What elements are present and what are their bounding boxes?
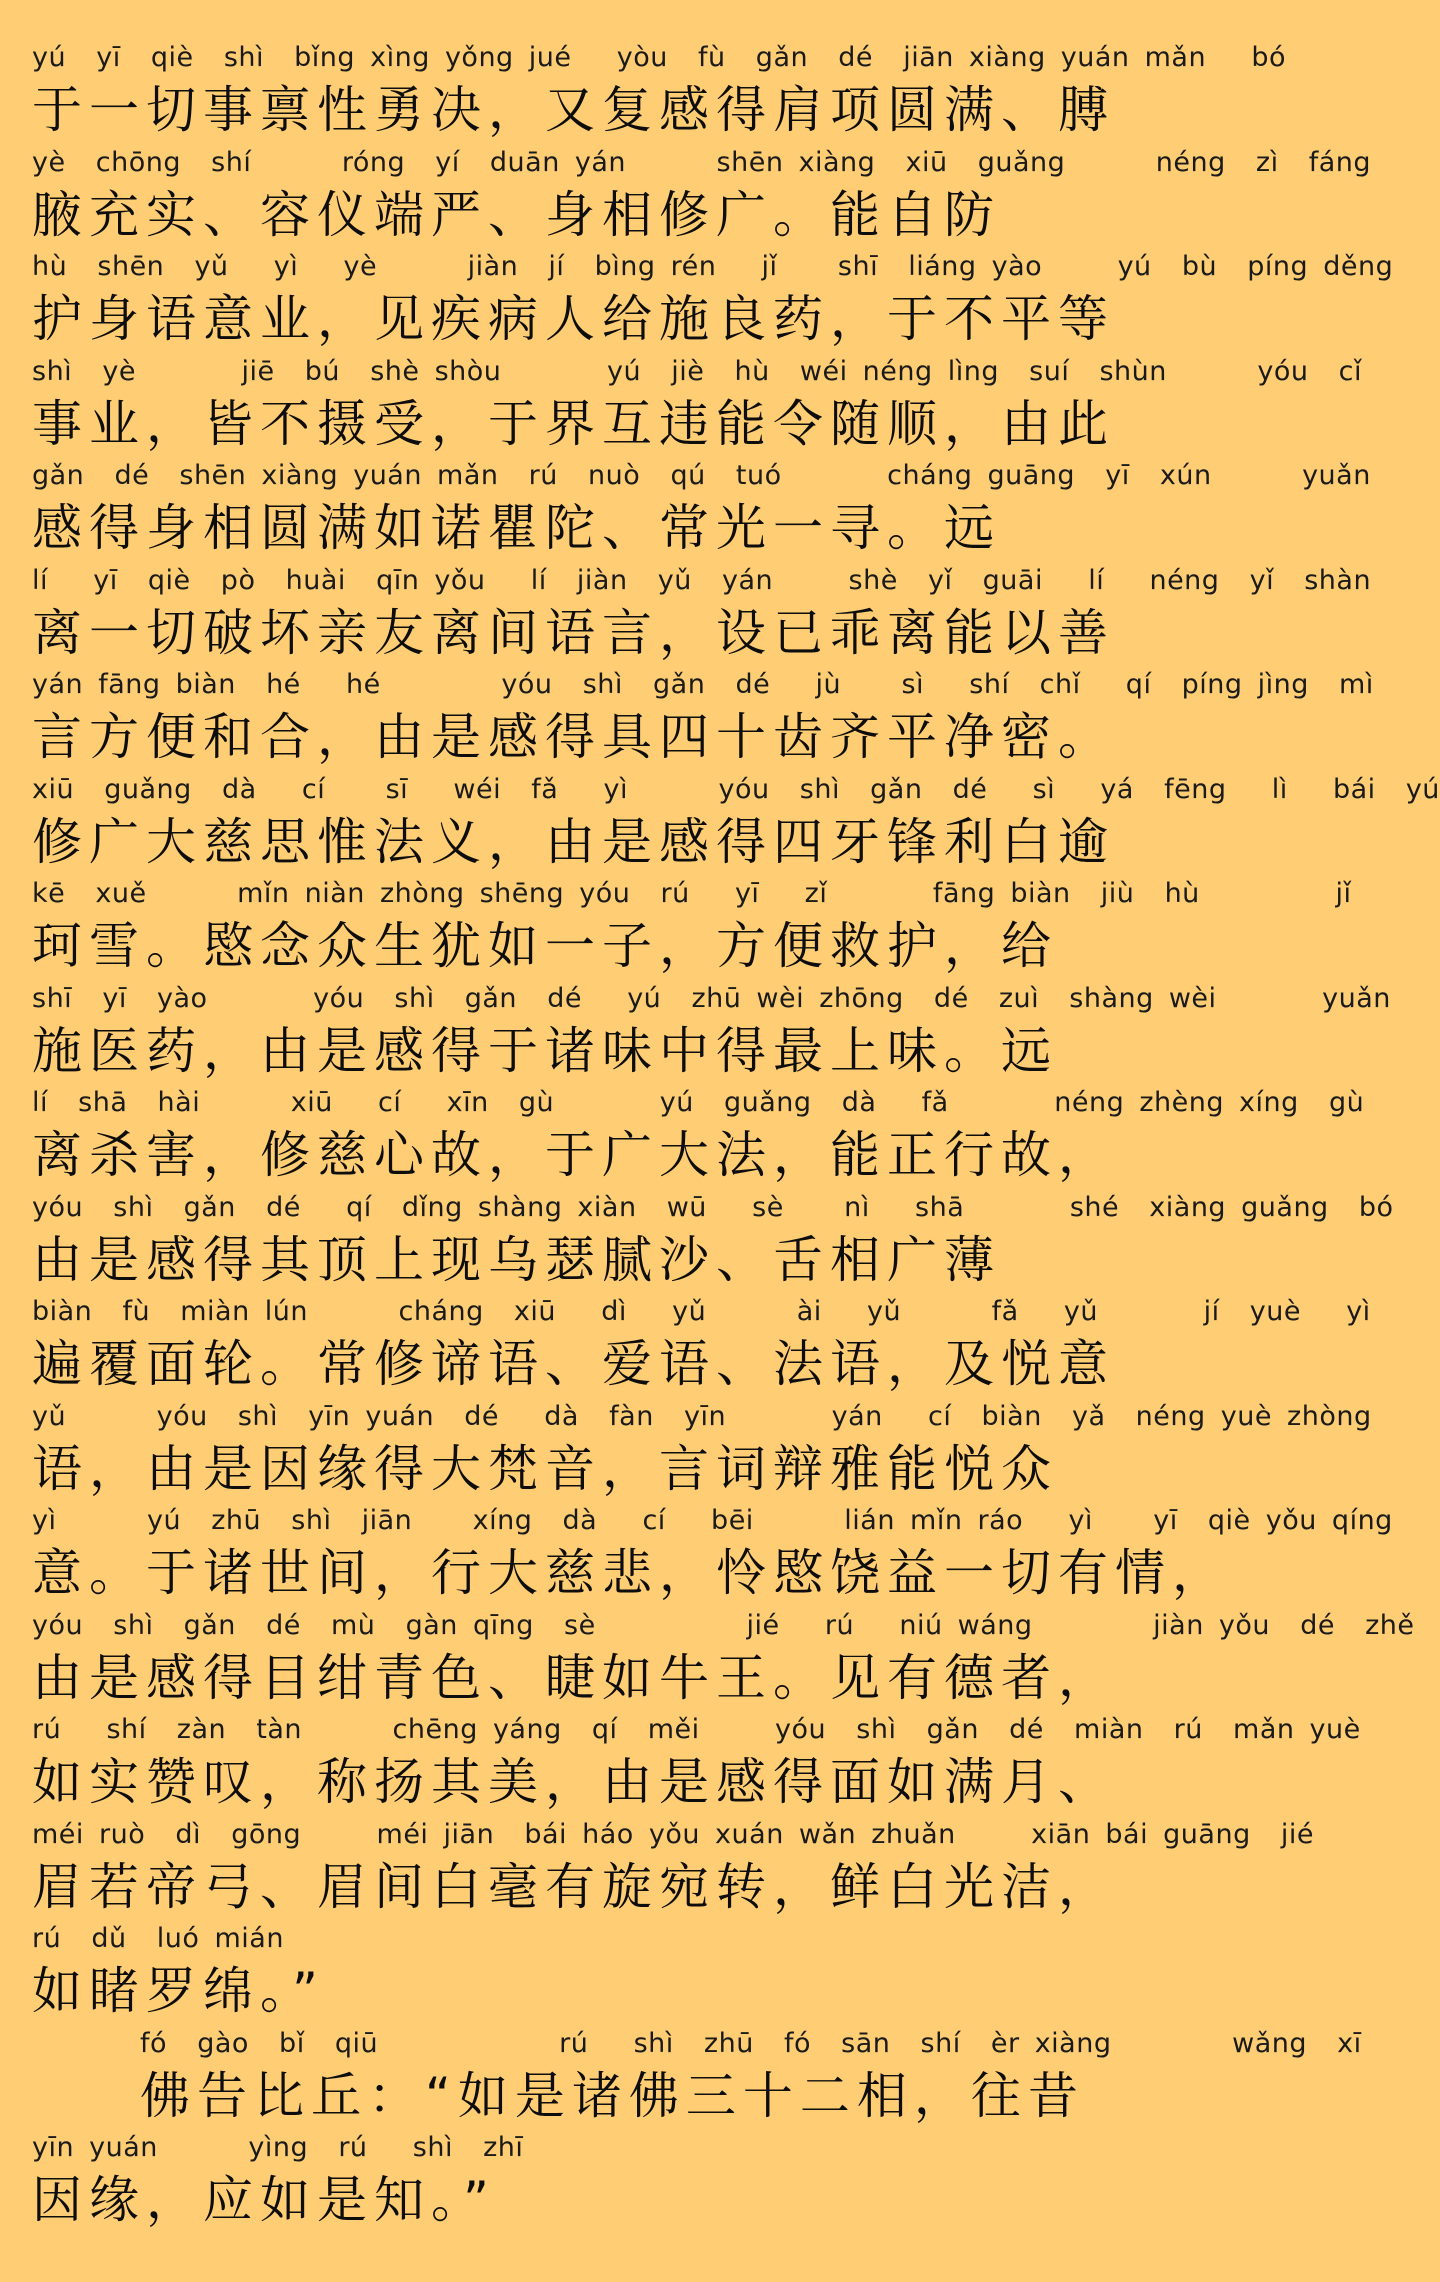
pinyin-annotation: kē xuě mǐn niàn zhòng shēng yóu rú yī zǐ fāng biàn jiù hù jǐ (32, 878, 1352, 909)
text-line-15 (32, 1501, 1393, 1606)
pinyin-annotation: yīn yuán yìng rú shì zhī (32, 2132, 524, 2163)
chinese-text: 语，由是因缘得大梵音，言词辩雅能悦众 (32, 1439, 1058, 1498)
pinyin-annotation: yú yī qiè shì bǐng xìng yǒng jué yòu fù gǎn dé jiān xiàng yuán mǎn bó (32, 42, 1286, 73)
text-line-21 (32, 2128, 1048, 2233)
chinese-text: 由是感得目绀青色、睫如牛王。见有德者， (32, 1648, 1115, 1707)
chinese-text: 离一切破坏亲友离间语言，设已乖离能以善 (32, 603, 1115, 662)
pinyin-annotation: hù shēn yǔ yì yè jiàn jí bìng rén jǐ shī liáng yào yú bù píng děng (32, 251, 1394, 282)
text-line-5 (32, 456, 1371, 561)
pinyin-annotation: yán fāng biàn hé hé yóu shì gǎn dé jù sì shí chǐ qí píng jìng mì (32, 669, 1374, 700)
chinese-text: 护身语意业，见疾病人给施良药，于不平等 (32, 290, 1115, 348)
text-line-14 (32, 1397, 1372, 1502)
pinyin-annotation: lí yī qiè pò huài qīn yǒu lí jiàn yǔ yán shè yǐ guāi lí néng yǐ shàn (32, 564, 1372, 596)
text-line-12 (32, 1188, 1394, 1293)
pinyin-annotation: gǎn dé shēn xiàng yuán mǎn rú nuò qú tuó cháng guāng yī xún yuǎn (32, 460, 1371, 491)
chinese-text: 遍覆面轮。常修谛语、爱语、法语，及悦意 (32, 1335, 1115, 1393)
text-line-6 (32, 561, 1372, 666)
chinese-text: 言方便和合，由是感得具四十齿齐平净密。 (32, 708, 1115, 766)
chinese-text: 事业，皆不摄受，于界互违能令随顺，由此 (32, 394, 1115, 453)
text-line-20 (32, 2024, 1362, 2129)
pinyin-annotation: shī yī yào yóu shì gǎn dé yú zhū wèi zhōng dé zuì shàng wèi yuǎn (32, 982, 1391, 1014)
pinyin-annotation: lí shā hài xiū cí xīn gù yú guǎng dà fǎ néng zhèng xíng gù (32, 1087, 1365, 1118)
chinese-text: 如实赞叹，称扬其美，由是感得面如满月、 (32, 1753, 1115, 1811)
text-line-18 (32, 1815, 1314, 1920)
pinyin-annotation: shì yè jiē bú shè shòu yú jiè hù wéi néng lìng suí shùn yóu cǐ (32, 355, 1363, 387)
pinyin-annotation: xiū guǎng dà cí sī wéi fǎ yì yóu shì gǎn dé sì yá fēng lì bái yú (32, 773, 1440, 805)
chinese-text: 意。于诸世间，行大慈悲，怜愍饶益一切有情， (32, 1544, 1229, 1602)
text-line-3 (32, 247, 1394, 352)
chinese-text: 修广大慈思惟法义，由是感得四牙锋利白逾 (32, 812, 1115, 871)
text-line-1 (32, 38, 1286, 143)
chinese-text: 珂雪。愍念众生犹如一子，方便救护，给 (32, 917, 1058, 975)
chinese-text: 腋充实、容仪端严、身相修广。能自防 (32, 185, 1001, 244)
pinyin-annotation: rú shí zàn tàn chēng yáng qí měi yóu shì gǎn dé miàn rú mǎn yuè (32, 1714, 1361, 1745)
pinyin-annotation: yóu shì gǎn dé mù gàn qīng sè jié rú niú wáng jiàn yǒu dé zhě (32, 1609, 1415, 1641)
chinese-text: 佛告比丘：“如是诸佛三十二相，往昔 (140, 2066, 1085, 2125)
chinese-text: 如睹罗绵。” (32, 1962, 325, 2020)
pinyin-annotation: rú dǔ luó mián (32, 1923, 284, 1954)
chinese-text: 由是感得其顶上现乌瑟腻沙、舌相广薄 (32, 1230, 1001, 1289)
chinese-text: 因缘，应如是知。” (32, 2171, 496, 2229)
text-line-16 (32, 1606, 1415, 1711)
pinyin-annotation: yǔ yóu shì yīn yuán dé dà fàn yīn yán cí biàn yǎ néng yuè zhòng (32, 1400, 1372, 1432)
chinese-text: 离杀害，修慈心故，于广大法，能正行故， (32, 1126, 1115, 1184)
text-line-4 (32, 352, 1363, 457)
text-line-9 (32, 874, 1352, 979)
text-line-2 (32, 143, 1372, 248)
pinyin-annotation: yì yú zhū shì jiān xíng dà cí bēi lián mǐn ráo yì yī qiè yǒu qíng (32, 1505, 1393, 1536)
text-line-11 (32, 1083, 1365, 1188)
text-line-7 (32, 665, 1374, 770)
chinese-text: 施医药，由是感得于诸味中得最上味。远 (32, 1021, 1058, 1080)
text-line-17 (32, 1710, 1361, 1815)
chinese-text: 于一切事禀性勇决，又复感得肩项圆满、膊 (32, 81, 1115, 139)
text-line-8 (32, 770, 1440, 875)
text-line-19 (32, 1919, 1048, 2024)
pinyin-annotation: yóu shì gǎn dé qí dǐng shàng xiàn wū sè nì shā shé xiàng guǎng bó (32, 1191, 1394, 1223)
text-line-10 (32, 979, 1391, 1084)
pinyin-annotation: fó gào bǐ qiū rú shì zhū fó sān shí èr xiàng wǎng xī (140, 2027, 1362, 2059)
pinyin-annotation: yè chōng shí róng yí duān yán shēn xiàng xiū guǎng néng zì fáng (32, 146, 1372, 178)
chinese-text: 眉若帝弓、眉间白毫有旋宛转，鲜白光洁， (32, 1857, 1115, 1916)
pinyin-annotation: biàn fù miàn lún cháng xiū dì yǔ ài yǔ fǎ yǔ jí yuè yì (32, 1296, 1371, 1327)
text-line-13 (32, 1292, 1371, 1397)
pinyin-annotation: méi ruò dì gōng méi jiān bái háo yǒu xuán wǎn zhuǎn xiān bái guāng jié (32, 1818, 1314, 1850)
chinese-text: 感得身相圆满如诺瞿陀、常光一寻。远 (32, 499, 1001, 557)
